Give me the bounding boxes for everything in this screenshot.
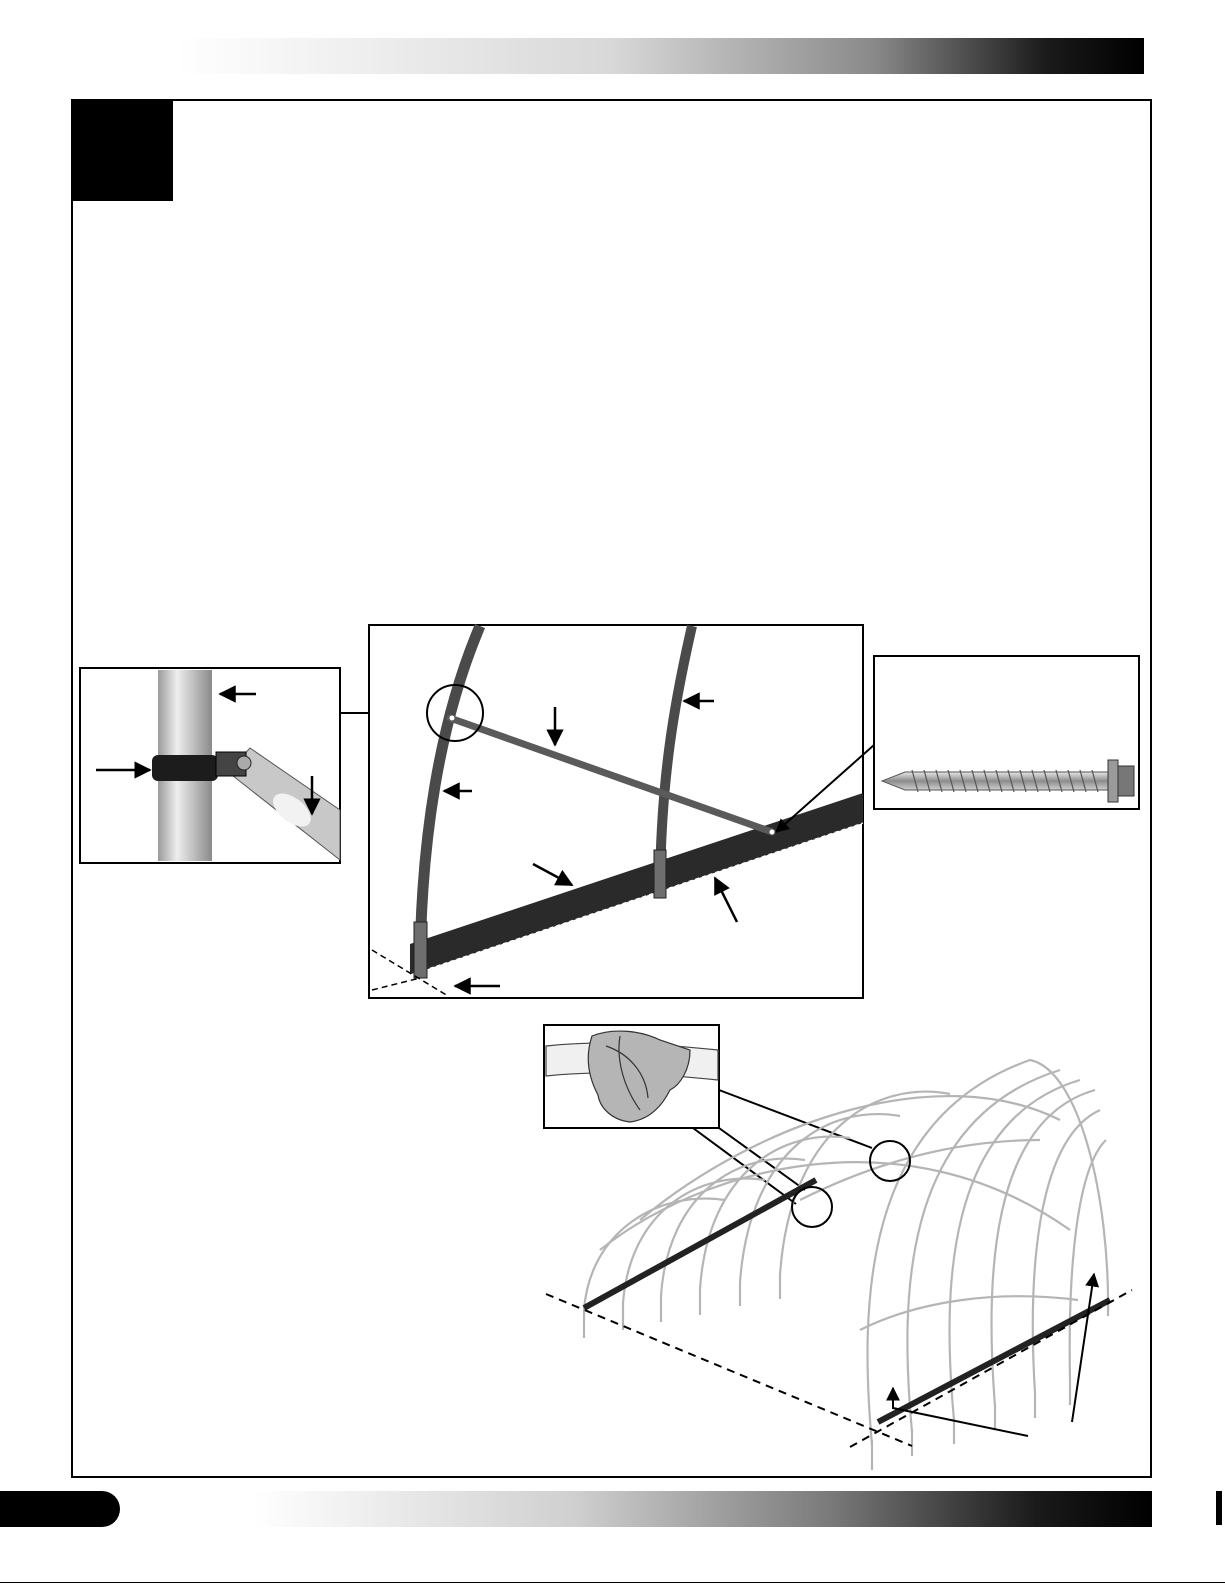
frame-overview-details (546, 1141, 1132, 1447)
page-number-tab (0, 1491, 120, 1527)
screw-detail-figure (874, 656, 1139, 809)
clamp-detail-figure (80, 668, 340, 863)
ground-line-side (546, 1294, 912, 1446)
footer-gradient-band (0, 1491, 1152, 1527)
brace-far-leader (1072, 1274, 1094, 1422)
brace-near-leader (893, 1388, 1028, 1436)
screw-washer (1108, 760, 1118, 802)
page-bottom-rule (0, 1582, 1225, 1583)
pipe-clamp-band (152, 755, 218, 781)
screw-hex-head (1118, 766, 1134, 796)
wrap-detail-figure (544, 1025, 719, 1128)
brace-detail-figure (369, 625, 874, 998)
footer-edge-mark (1216, 1491, 1222, 1525)
wrap-location-circle-1 (870, 1141, 910, 1181)
